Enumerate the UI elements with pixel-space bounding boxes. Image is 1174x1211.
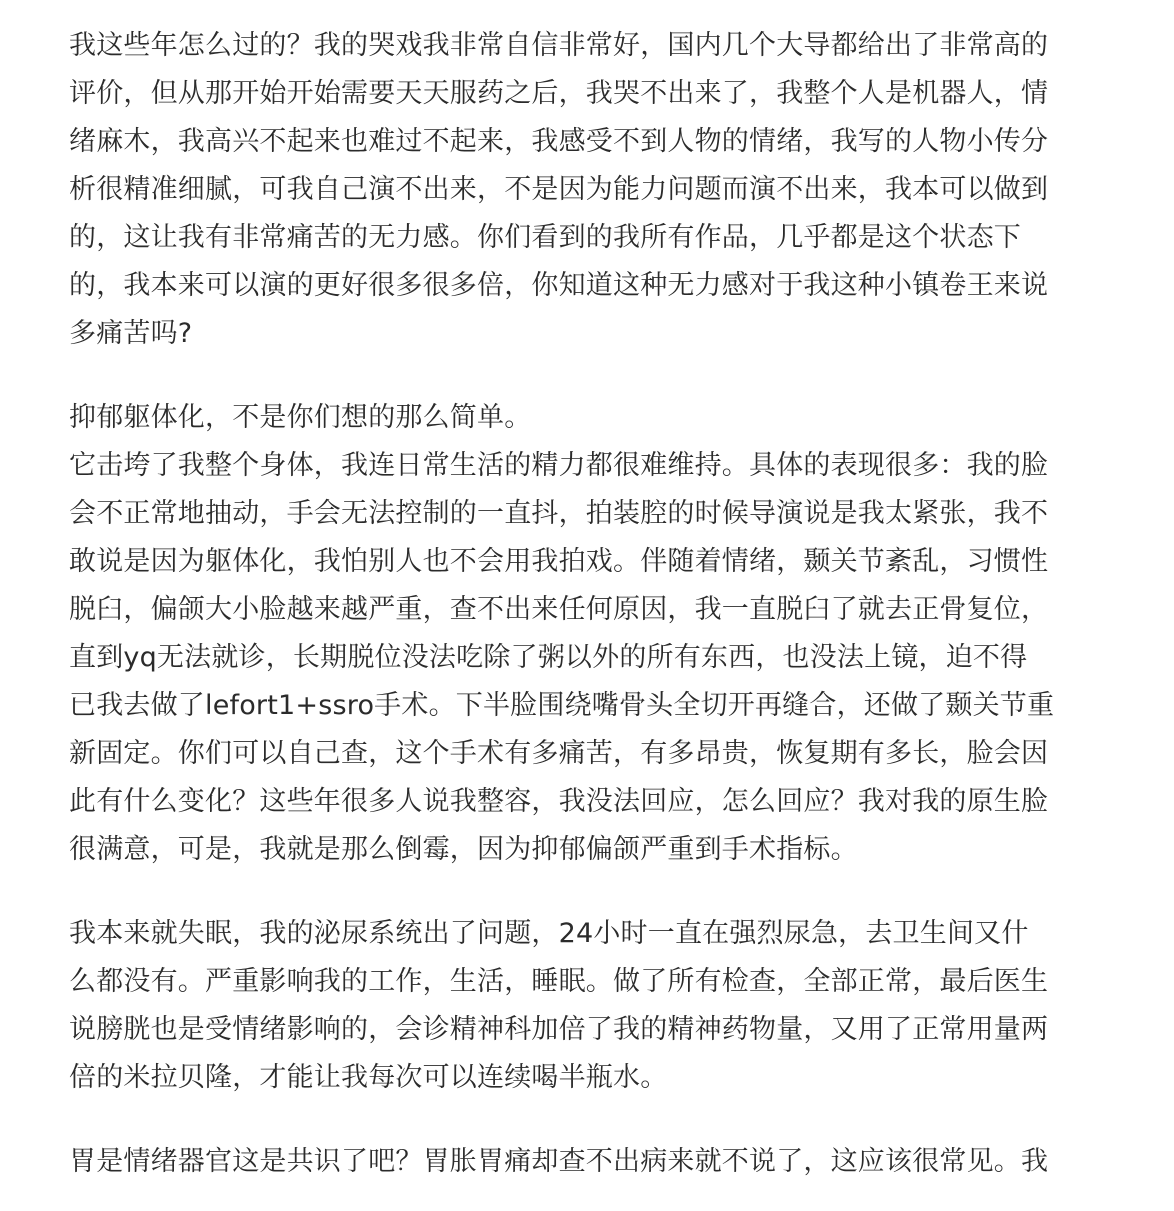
text-line: 的，这让我有非常痛苦的无力感。你们看到的我所有作品，几乎都是这个状态下 xyxy=(69,222,1021,253)
text-line: 么都没有。严重影响我的工作，生活，睡眠。做了所有检查，全部正常，最后医生 xyxy=(69,966,1049,997)
text-line: 倍的米拉贝隆，才能让我每次可以连续喝半瓶水。 xyxy=(69,1062,668,1093)
text-line: 多痛苦吗? xyxy=(69,318,193,349)
text-line: 新固定。你们可以自己查，这个手术有多痛苦，有多昂贵，恢复期有多长，脸会因 xyxy=(69,738,1049,769)
paragraph-4 xyxy=(69,1138,1154,1186)
text-line: 抑郁躯体化，不是你们想的那么简单。 xyxy=(69,402,532,433)
text-line: 很满意，可是，我就是那么倒霉，因为抑郁偏颌严重到手术指标。 xyxy=(69,834,858,865)
text-line: 此有什么变化？这些年很多人说我整容，我没法回应，怎么回应？我对我的原生脸 xyxy=(69,786,1049,817)
paragraph-spacer xyxy=(69,1102,1154,1138)
text-line: 胃是情绪器官这是共识了吧？胃胀胃痛却查不出病来就不说了，这应该很常见。我 xyxy=(69,1146,1049,1177)
text-line: 会不正常地抽动，手会无法控制的一直抖，拍装腔的时候导演说是我太紧张，我不 xyxy=(69,498,1049,529)
text-line: 它击垮了我整个身体，我连日常生活的精力都很难维持。具体的表现很多：我的脸 xyxy=(69,450,1049,481)
paragraph-spacer xyxy=(69,358,1154,394)
text-line: 敢说是因为躯体化，我怕别人也不会用我拍戏。伴随着情绪，颞关节紊乱，习惯性 xyxy=(69,546,1049,577)
paragraph-2 xyxy=(69,394,1154,874)
text-line: 评价，但从那开始开始需要天天服药之后，我哭不出来了，我整个人是机器人，情 xyxy=(69,78,1049,109)
text-line: 析很精准细腻，可我自己演不出来，不是因为能力问题而演不出来，我本可以做到 xyxy=(69,174,1049,205)
text-line: 的，我本来可以演的更好很多很多倍，你知道这种无力感对于我这种小镇卷王来说 xyxy=(69,270,1049,301)
text-line: 脱臼，偏颌大小脸越来越严重，查不出来任何原因，我一直脱臼了就去正骨复位， xyxy=(69,594,1049,625)
paragraph-spacer xyxy=(69,874,1154,910)
paragraph-1 xyxy=(69,22,1154,358)
text-line: 绪麻木，我高兴不起来也难过不起来，我感受不到人物的情绪，我写的人物小传分 xyxy=(69,126,1049,157)
text-line: 我这些年怎么过的？我的哭戏我非常自信非常好，国内几个大导都给出了非常高的 xyxy=(69,30,1049,61)
text-line: 直到yq无法就诊，长期脱位没法吃除了粥以外的所有东西，也没法上镜，迫不得 xyxy=(69,642,1028,673)
article-text xyxy=(69,22,1154,1186)
paragraph-3 xyxy=(69,910,1154,1102)
text-line: 说膀胱也是受情绪影响的，会诊精神科加倍了我的精神药物量，又用了正常用量两 xyxy=(69,1014,1049,1045)
text-line: 已我去做了lefort1+ssro手术。下半脸围绕嘴骨头全切开再缝合，还做了颞关节重 xyxy=(69,690,1055,721)
text-line: 我本来就失眠，我的泌尿系统出了问题，24小时一直在强烈尿急，去卫生间又什 xyxy=(69,918,1029,949)
